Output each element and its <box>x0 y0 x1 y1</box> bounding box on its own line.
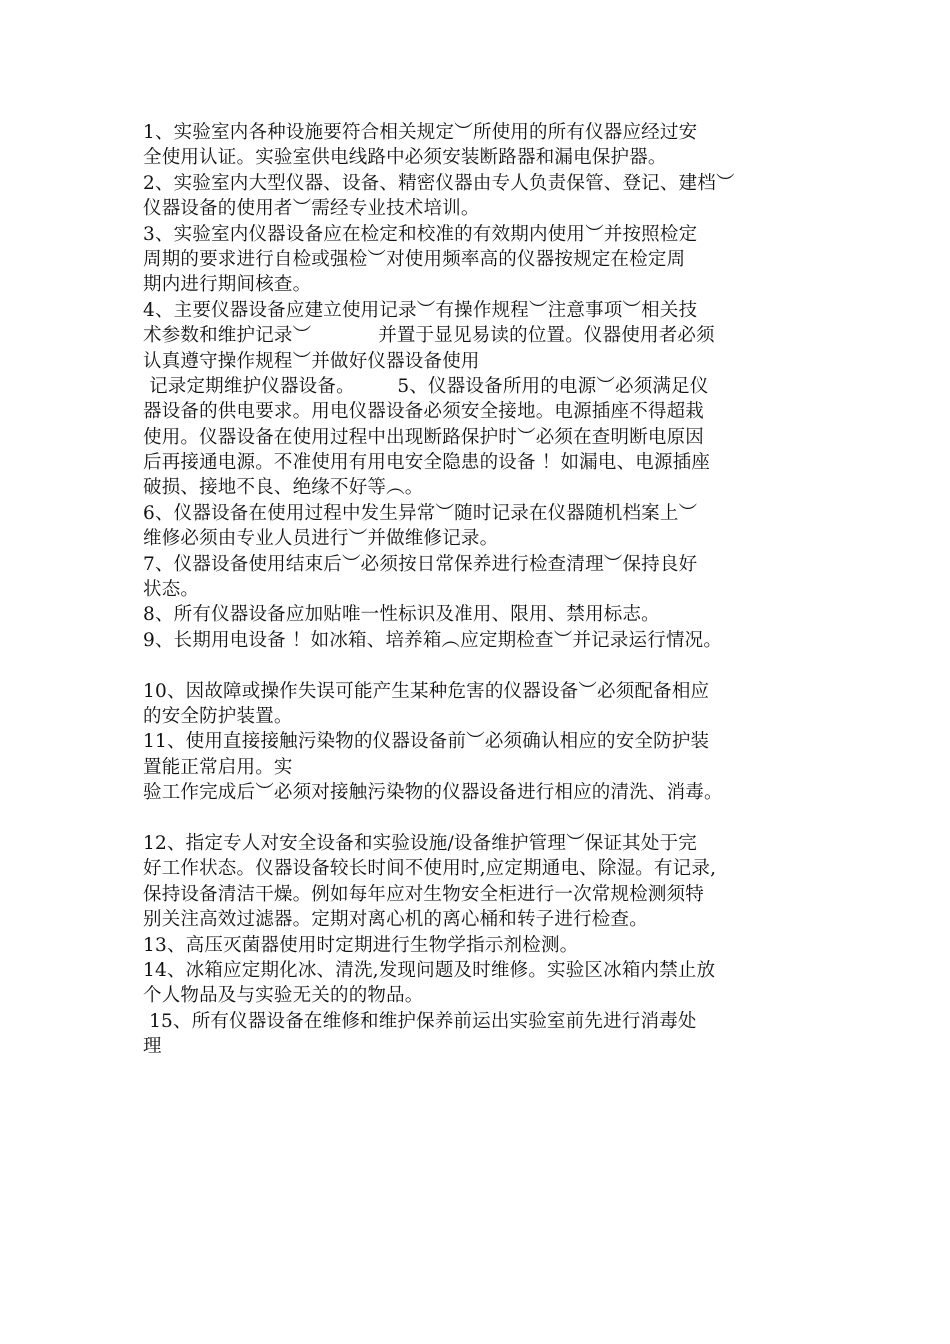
text-line: 后再接通电源。不准使用有用电安全隐患的设备 ！如漏电、电源插座 <box>143 452 711 474</box>
text-line: 验工作完成后︶必须对接触污染物的仪器设备进行相应的清洗、消毒。 <box>143 782 723 804</box>
text-line: 8、所有仪器设备应加贴唯一性标识及准用、限用、禁用标志。 <box>143 604 660 626</box>
text-line: 认真遵守操作规程︶并做好仪器设备使用 <box>143 350 480 372</box>
text-line: 置能正常启用。实 <box>143 756 293 778</box>
text-line: 维修必须由专业人员进行︶并做维修记录。 <box>143 528 499 550</box>
text-line: 器设备的供电要求。用电仪器设备必须安全接地。电源插座不得超栽 <box>143 401 705 423</box>
blank-line <box>143 806 823 831</box>
text-line: 15、所有仪器设备在维修和维护保养前运出实验室前先进行消毒处 <box>143 1010 697 1032</box>
text-line: 的安全防护装置。 <box>143 705 293 727</box>
text-line: 状态。 <box>143 579 200 601</box>
text-line: 11、使用直接接触污染物的仪器设备前︶必须确认相应的安全防护装 <box>143 731 710 753</box>
text-line: 周期的要求进行自检或强检︶对使用频率高的仪器按规定在检定周 <box>143 248 686 270</box>
text-line: 14、冰箱应定期化冰、清洗,发现问题及时维修。实验区冰箱内禁止放 <box>143 959 716 981</box>
text-line: 10、因故障或操作失误可能产生某种危害的仪器设备︶必须配备相应 <box>143 680 710 702</box>
text-line: 记录定期维护仪器设备。 5、仪器设备所用的电源︶必须满足仪 <box>143 375 709 397</box>
text-line: 保持设备清洁干燥。例如每年应对生物安全柜进行一次常规检测须特 <box>143 883 705 905</box>
text-line: 1、实验室内各种设施要符合相关规定︶所使用的所有仪器应经过安 <box>143 122 698 143</box>
blank-line <box>143 653 823 678</box>
text-line: 仪器设备的使用者︶需经专业技术培训。 <box>143 198 480 220</box>
text-line: 全使用认证。实验室供电线路中必须安装断路器和漏电保护器。 <box>143 147 667 169</box>
text-line: 理 <box>143 1036 162 1058</box>
text-line: 期内进行期间核查。 <box>143 274 312 296</box>
text-line: 个人物品及与实验无关的的物品。 <box>143 985 424 1007</box>
text-line: 术参数和维护记录︶ 并置于显见易读的位置。仪器使用者必须 <box>143 325 715 347</box>
text-line: 好工作状态。仪器设备较长时间不使用时,应定期通电、除湿。有记录, <box>143 858 717 880</box>
text-line: 12、指定专人对安全设备和实验设施/设备维护管理︶保证其处于完 <box>143 832 697 854</box>
text-line: 使用。仪器设备在使用过程中出现断路保护时︶必须在查明断电原因 <box>143 426 705 448</box>
text-line: 9、长期用电设备 ！如冰箱、培养箱︵应定期检查︶并记录运行情况。 <box>143 629 723 651</box>
text-line: 7、仪器设备使用结束后︶必须按日常保养进行检查清理︶保持良好 <box>143 553 698 575</box>
text-line: 2、实验室内大型仪器、设备、精密仪器由专人负责保管、登记、建档︶ <box>143 172 735 194</box>
text-line: 3、实验室内仪器设备应在检定和校准的有效期内使用︶并按照检定 <box>143 223 698 245</box>
text-line: 别关注高效过滤器。定期对离心机的离心桶和转子进行检查。 <box>143 909 648 931</box>
document-body <box>143 120 823 1059</box>
text-line: 破损、接地不良、绝缘不好等︵。 <box>143 477 424 499</box>
text-line: 13、高压灭菌器使用时定期进行生物学指示剂检测。 <box>143 934 579 956</box>
text-line: 4、主要仪器设备应建立使用记录︶有操作规程︶注意事项︶相关技 <box>143 299 698 321</box>
text-line: 6、仪器设备在使用过程中发生异常︶随时记录在仪器随机档案上︶ <box>143 502 698 524</box>
